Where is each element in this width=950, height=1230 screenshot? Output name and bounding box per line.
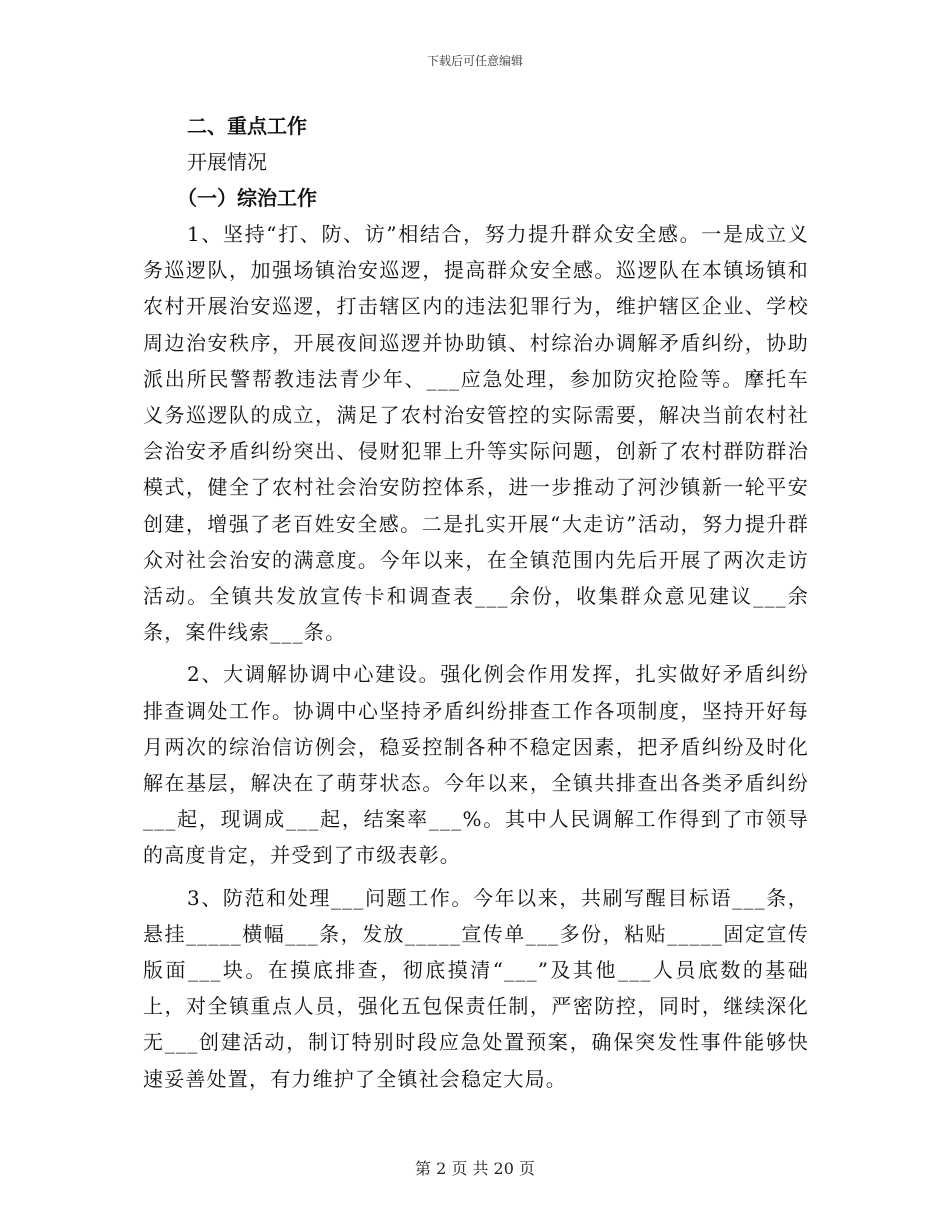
- paragraph-3: 3、防范和处理___问题工作。今年以来，共刷写醒目标语___条，悬挂_____横幅___条，发放_____宣传单___多份，粘贴_____固定宣传版面___块。在摸底排查，彻底摸清“___”及其他___人员底数的基础上，对全镇重点人员，强化五包保责任制，严密防控，同时，继续深化无___创建活动，制订特别时段应急处置预案，确保突发性事件能够快速妥善处置，有力维护了全镇社会稳定大局。: [143, 885, 809, 1091]
- document-body: [143, 108, 809, 1097]
- header-note: 下载后可任意编辑: [426, 54, 523, 68]
- subheading: 开展情况: [187, 150, 267, 174]
- section-heading: 二、重点工作: [187, 114, 307, 138]
- paragraph-1: 1、坚持“打、防、访”相结合，努力提升群众安全感。一是成立义务巡逻队，加强场镇治安巡逻，提高群众安全感。巡逻队在本镇场镇和农村开展治安巡逻，打击辖区内的违法犯罪行为，维护辖区企业、学校周边治安秩序，开展夜间巡逻并协助镇、村综治办调解矛盾纠纷，协助派出所民警帮教违法青少年、___应急处理，参加防灾抢险等。摩托车义务巡逻队的成立，满足了农村治安管控的实际需要，解决当前农村社会治安矛盾纠纷突出、侵财犯罪上升等实际问题，创新了农村群防群治模式，健全了农村社会治安防控体系，进一步推动了河沙镇新一轮平安创建，增强了老百姓安全感。二是扎实开展“大走访”活动，努力提升群众对社会治安的满意度。今年以来，在全镇范围内先后开展了两次走访活动。全镇共发放宣传卡和调查表___余份，收集群众意见建议___余条，案件线索___条。: [143, 222, 809, 645]
- page-number-footer: 第 2 页 共 20 页: [415, 1159, 535, 1178]
- subsection-title: （一）综治工作: [177, 186, 317, 210]
- paragraph-2: 2、大调解协调中心建设。强化例会作用发挥，扎实做好矛盾纠纷排查调处工作。协调中心坚持矛盾纠纷排查工作各项制度，坚持开好每月两次的综治信访例会，稳妥控制各种不稳定因素，把矛盾纠纷及时化解在基层，解决在了萌芽状态。今年以来，全镇共排查出各类矛盾纠纷___起，现调成___起，结案率___%。其中人民调解工作得到了市领导的高度肯定，并受到了市级表彰。: [143, 662, 809, 868]
